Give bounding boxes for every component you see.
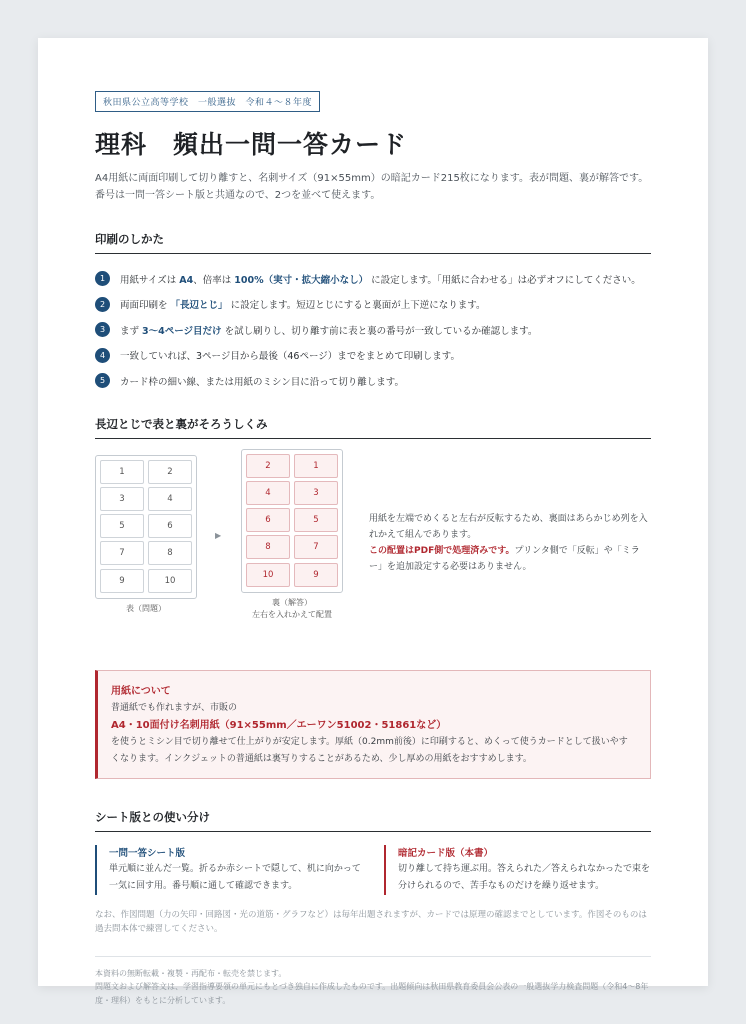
exam-tag: 秋田県公立高等学校 一般選抜 令和４～８年度 [95, 91, 320, 112]
lead-text: A4用紙に両面印刷して切り離すと、名刺サイズ（91×55mm）の暗記カード215枚になります。表が問題、裏が解答です。番号は一問一答シート版と共通なので、2つを並べて使えます。 [95, 173, 649, 201]
paper-note-line: 普通紙でも作れますが、市販の [111, 702, 238, 713]
usage-heading: シート版との使い分け [95, 809, 651, 832]
card-cell: 7 [294, 535, 338, 559]
page-title: 理科 頻出一問一答カード [95, 130, 408, 159]
duplex-heading: 長辺とじで表と裏がそろうしくみ [95, 416, 651, 439]
paper-note-body: を使うとミシン目で切り離せて仕上がりが安定します。厚紙（0.2mm前後）に印刷すると、めくって使うカードとして扱いやすくなります。インクジェットの普通紙は裏写りすることがあるため、少し厚めの用紙をおすすめします。 [111, 736, 628, 764]
step-number: 3 [95, 322, 110, 337]
card-cell: 10 [148, 569, 192, 593]
step-item [95, 368, 651, 394]
print-heading: 印刷のしかた [95, 231, 651, 254]
step-text: 用紙サイズは A4、倍率は 100%（実寸・拡大縮小なし） に設定します。「用紙に合わせる」は必ずオフにしてください。 [120, 274, 641, 286]
card-cell: 1 [294, 454, 338, 478]
card-cell: 9 [100, 569, 144, 593]
card-cell: 10 [246, 563, 290, 587]
card-cell: 8 [148, 541, 192, 565]
usage-section [95, 809, 651, 936]
document-page [38, 38, 708, 1005]
step-number: 4 [95, 348, 110, 363]
card-cell: 2 [148, 460, 192, 484]
drawing-note: なお、作図問題（力の矢印・回路図・光の道筋・グラフなど）は毎年出題されますが、カードでは原理の確認までとしています。作図そのものは過去問本体で練習してください。 [95, 909, 647, 934]
card-cell: 8 [246, 535, 290, 559]
card-cell: 2 [246, 454, 290, 478]
step-item [95, 343, 651, 369]
back-caption: 裏（解答） 左右を入れかえて配置 [252, 597, 332, 619]
card-cell: 3 [100, 487, 144, 511]
card-cell: 6 [148, 514, 192, 538]
front-sheet [95, 455, 197, 599]
page-content [95, 90, 651, 1007]
step-text: まず 3～4ページ目だけ を試し刷りし、切り離す前に表と裏の番号が一致しているか確認します。 [120, 325, 538, 337]
card-cell: 5 [100, 514, 144, 538]
print-section [95, 231, 651, 394]
sheet-version-text: 単元順に並んだ一覧。折るか赤シートで隠して、机に向かって一気に回す用。番号順に通して確認できます。 [109, 863, 361, 891]
card-cell: 5 [294, 508, 338, 532]
step-text: 両面印刷を 「長辺とじ」 に設定します。短辺とじにすると裏面が上下逆になります。 [120, 300, 486, 312]
card-cell: 4 [148, 487, 192, 511]
duplex-explanation: 用紙を左端でめくると左右が反転するため、裏面はあらかじめ列を入れかえて組んであります。 この配置はPDF側で処理済みです。プリンタ側で「反転」や「ミラー」を追加設定する必要はありません。 [369, 513, 648, 572]
footer-copyright: 本資料の無断転載・複製・再配布・転売を禁じます。 [95, 968, 287, 978]
card-cell: 4 [246, 481, 290, 505]
step-item [95, 266, 651, 292]
card-version-title: 暗記カード版（本書） [398, 847, 494, 859]
front-caption: 表（問題） [126, 603, 166, 613]
card-version-col [384, 845, 651, 895]
card-version-text: 切り離して持ち運ぶ用。答えられた／答えられなかったで束を分けられるので、苦手なものだけを繰り返せます。 [398, 863, 651, 891]
footer-source: 問題文および解答文は、学習指導要領の単元にもとづき独自に作成したものです。出題傾向は秋田県教育委員会公表の一般選抜学力検査問題（令和4～8年度・理科）をもとに分析しています。 [95, 982, 649, 1005]
card-cell: 6 [246, 508, 290, 532]
footer [95, 956, 651, 1008]
back-sheet [241, 449, 343, 593]
paper-product: A4・10面付け名刺用紙（91×55mm／エーワン51002・51861など） [111, 719, 447, 731]
paper-note [95, 670, 651, 779]
step-text: カード枠の細い線、または用紙のミシン目に沿って切り離します。 [120, 376, 405, 388]
usage-columns [95, 845, 651, 895]
step-text: 一致していれば、3ページ目から最後（46ページ）までをまとめて印刷します。 [120, 351, 460, 363]
step-item [95, 317, 651, 343]
step-number: 5 [95, 373, 110, 388]
card-cell: 3 [294, 481, 338, 505]
arrow-right-icon: ▶ [215, 530, 222, 540]
card-cell: 7 [100, 541, 144, 565]
step-item [95, 292, 651, 318]
sheet-version-title: 一問一答シート版 [109, 847, 186, 859]
card-cell: 9 [294, 563, 338, 587]
sheet-version-col [95, 845, 362, 895]
step-number: 1 [95, 271, 110, 286]
paper-note-title: 用紙について [111, 685, 171, 697]
print-steps [95, 266, 651, 394]
step-number: 2 [95, 297, 110, 312]
duplex-section [95, 416, 651, 645]
duplex-diagram [95, 455, 651, 645]
card-cell: 1 [100, 460, 144, 484]
